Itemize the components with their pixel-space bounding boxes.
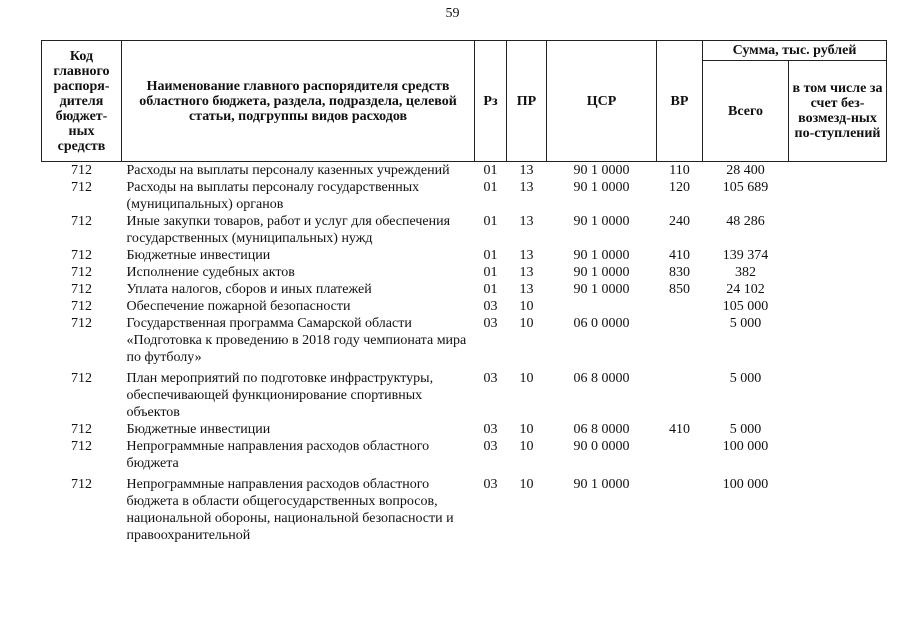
cell-vr bbox=[657, 366, 703, 421]
cell-csr: 06 8 0000 bbox=[573, 422, 630, 437]
header-code: Код главного распоря-дителя бюджет-ных средств bbox=[42, 41, 122, 162]
table-row bbox=[42, 298, 887, 315]
cell-code: 712 bbox=[71, 422, 92, 437]
cell-name: Непрограммные направления расходов областного бюджета bbox=[126, 439, 430, 471]
cell-total: 100 000 bbox=[722, 439, 769, 454]
cell-free bbox=[789, 213, 887, 247]
cell-total: 28 400 bbox=[726, 163, 765, 178]
table-body bbox=[42, 162, 887, 545]
cell-csr: 90 1 0000 bbox=[573, 248, 630, 263]
cell-vr: 120 bbox=[669, 180, 690, 195]
table-row bbox=[42, 421, 887, 438]
cell-rz: 01 bbox=[483, 282, 498, 297]
cell-total: 24 102 bbox=[726, 282, 765, 297]
cell-vr bbox=[657, 472, 703, 544]
cell-name: Непрограммные направления расходов областного бюджета в области общегосударственных вопросов, национальной обороны, национальной безопасности и правоохранительной bbox=[126, 477, 454, 543]
cell-rz: 01 bbox=[483, 248, 498, 263]
cell-vr: 110 bbox=[669, 163, 690, 178]
budget-table bbox=[41, 40, 887, 544]
cell-name: План мероприятий по подготовке инфраструктуры, обеспечивающей функционирование спортивных объектов bbox=[126, 371, 434, 420]
cell-total: 105 689 bbox=[722, 180, 769, 195]
cell-rz: 01 bbox=[483, 180, 498, 195]
cell-pr: 10 bbox=[519, 422, 534, 437]
cell-code: 712 bbox=[71, 299, 92, 314]
cell-free bbox=[789, 264, 887, 281]
cell-name: Иные закупки товаров, работ и услуг для обеспечения государственных (муниципальных) нужд bbox=[126, 214, 451, 246]
header-sum: Сумма, тыс. рублей bbox=[703, 41, 887, 61]
cell-csr: 90 1 0000 bbox=[573, 180, 630, 195]
cell-free bbox=[789, 472, 887, 544]
table-row bbox=[42, 438, 887, 472]
cell-rz: 03 bbox=[483, 439, 498, 454]
cell-rz: 01 bbox=[483, 265, 498, 280]
cell-vr: 240 bbox=[669, 214, 690, 229]
cell-rz: 01 bbox=[483, 214, 498, 229]
cell-name: Исполнение судебных актов bbox=[126, 265, 295, 280]
cell-total: 105 000 bbox=[722, 299, 769, 314]
cell-csr: 90 1 0000 bbox=[573, 477, 630, 492]
cell-code: 712 bbox=[71, 439, 92, 454]
cell-vr: 410 bbox=[669, 248, 690, 263]
cell-free bbox=[789, 438, 887, 472]
table-row bbox=[42, 366, 887, 421]
cell-free bbox=[789, 366, 887, 421]
header-free: в том числе за счет без-возмезд-ных по-ступлений bbox=[789, 61, 887, 162]
cell-pr: 10 bbox=[519, 371, 534, 386]
cell-name: Государственная программа Самарской области «Подготовка к проведению в 2018 году чемпионата мира по футболу» bbox=[126, 316, 467, 365]
table-header bbox=[42, 41, 887, 162]
cell-total: 139 374 bbox=[722, 248, 769, 263]
cell-csr: 06 0 0000 bbox=[573, 316, 630, 331]
cell-vr bbox=[657, 315, 703, 366]
cell-code: 712 bbox=[71, 477, 92, 492]
table-row bbox=[42, 472, 887, 544]
cell-rz: 03 bbox=[483, 477, 498, 492]
cell-rz: 03 bbox=[483, 316, 498, 331]
cell-free bbox=[789, 315, 887, 366]
cell-total: 5 000 bbox=[729, 422, 762, 437]
cell-name: Расходы на выплаты персоналу государственных (муниципальных) органов bbox=[126, 180, 420, 212]
table-row bbox=[42, 315, 887, 366]
cell-code: 712 bbox=[71, 282, 92, 297]
cell-name: Уплата налогов, сборов и иных платежей bbox=[126, 282, 372, 297]
cell-total: 5 000 bbox=[729, 316, 762, 331]
table-row bbox=[42, 213, 887, 247]
header-csr: ЦСР bbox=[547, 41, 657, 162]
cell-rz: 01 bbox=[483, 163, 498, 178]
cell-name: Обеспечение пожарной безопасности bbox=[126, 299, 351, 314]
cell-csr: 90 0 0000 bbox=[573, 439, 630, 454]
cell-pr: 10 bbox=[519, 439, 534, 454]
header-vr: ВР bbox=[657, 41, 703, 162]
cell-code: 712 bbox=[71, 371, 92, 386]
cell-pr: 10 bbox=[519, 299, 534, 314]
cell-rz: 03 bbox=[483, 422, 498, 437]
cell-pr: 13 bbox=[519, 265, 534, 280]
cell-csr: 06 8 0000 bbox=[573, 371, 630, 386]
cell-rz: 03 bbox=[483, 371, 498, 386]
table-row bbox=[42, 281, 887, 298]
cell-pr: 13 bbox=[519, 248, 534, 263]
table-row bbox=[42, 247, 887, 264]
cell-name: Бюджетные инвестиции bbox=[126, 248, 271, 263]
cell-total: 382 bbox=[735, 265, 756, 280]
table-row bbox=[42, 162, 887, 180]
cell-free bbox=[789, 421, 887, 438]
table-row bbox=[42, 179, 887, 213]
cell-vr: 410 bbox=[669, 422, 690, 437]
header-name: Наименование главного распорядителя средств областного бюджета, раздела, подраздела, целевой статьи, подгруппы видов расходов bbox=[122, 41, 475, 162]
cell-vr: 830 bbox=[669, 265, 690, 280]
cell-free bbox=[789, 247, 887, 264]
cell-name: Расходы на выплаты персоналу казенных учреждений bbox=[126, 163, 450, 178]
cell-pr: 13 bbox=[519, 180, 534, 195]
header-total: Всего bbox=[703, 61, 789, 162]
cell-vr bbox=[657, 298, 703, 315]
cell-code: 712 bbox=[71, 214, 92, 229]
cell-csr: 90 1 0000 bbox=[573, 163, 630, 178]
cell-pr: 10 bbox=[519, 477, 534, 492]
cell-code: 712 bbox=[71, 248, 92, 263]
cell-csr: 90 1 0000 bbox=[573, 282, 630, 297]
cell-free bbox=[789, 281, 887, 298]
cell-total: 48 286 bbox=[726, 214, 765, 229]
cell-name: Бюджетные инвестиции bbox=[126, 422, 271, 437]
page-number: 59 bbox=[445, 6, 460, 21]
header-rz: Рз bbox=[475, 41, 507, 162]
cell-csr: 90 1 0000 bbox=[573, 265, 630, 280]
cell-code: 712 bbox=[71, 163, 92, 178]
cell-code: 712 bbox=[71, 180, 92, 195]
cell-pr: 10 bbox=[519, 316, 534, 331]
cell-pr: 13 bbox=[519, 214, 534, 229]
cell-csr bbox=[547, 298, 657, 315]
cell-free bbox=[789, 162, 887, 180]
cell-pr: 13 bbox=[519, 282, 534, 297]
cell-rz: 03 bbox=[483, 299, 498, 314]
header-pr: ПР bbox=[507, 41, 547, 162]
table-row bbox=[42, 264, 887, 281]
cell-code: 712 bbox=[71, 316, 92, 331]
cell-vr: 850 bbox=[669, 282, 690, 297]
cell-free bbox=[789, 298, 887, 315]
cell-pr: 13 bbox=[519, 163, 534, 178]
cell-code: 712 bbox=[71, 265, 92, 280]
cell-total: 100 000 bbox=[722, 477, 769, 492]
cell-free bbox=[789, 179, 887, 213]
cell-csr: 90 1 0000 bbox=[573, 214, 630, 229]
cell-vr bbox=[657, 438, 703, 472]
cell-total: 5 000 bbox=[729, 371, 762, 386]
